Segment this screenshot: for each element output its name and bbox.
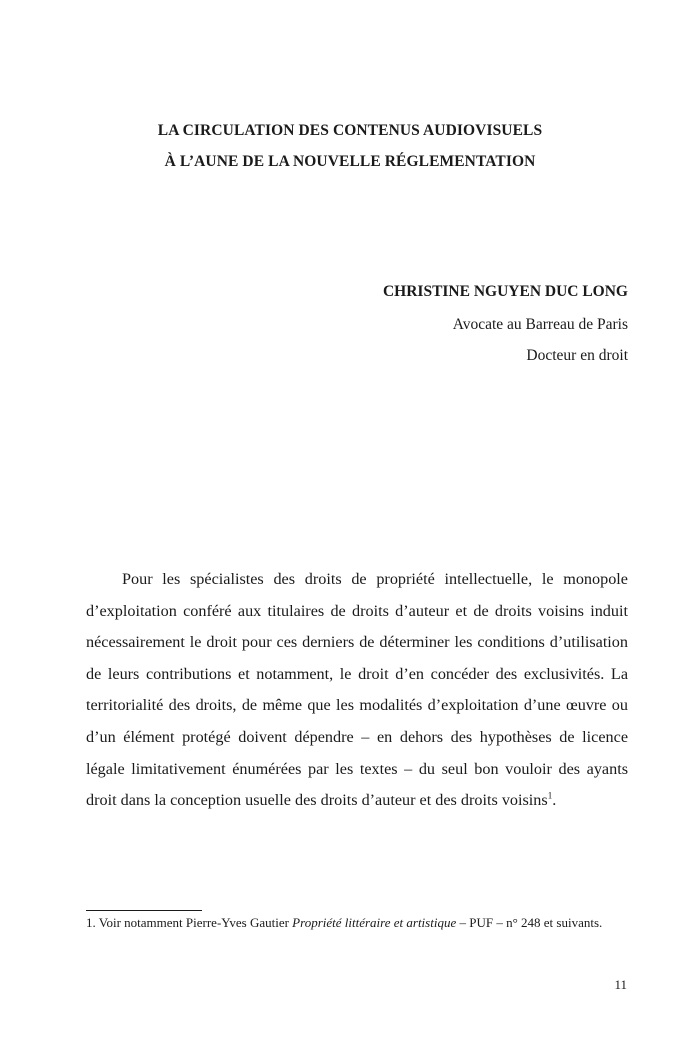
footnote-reference[interactable]: 1	[547, 790, 553, 801]
title-line-1: LA CIRCULATION DES CONTENUS AUDIOVISUELS	[157, 122, 543, 139]
author-role: Avocate au Barreau de Paris	[452, 316, 628, 333]
body-paragraph-end: .	[552, 791, 557, 810]
body-paragraph-text: Pour les spécialistes des droits de propriété intellectuelle, le monopole d’exploitation conféré aux titulaires de droits d’auteur et de droits voisins induit nécessairement le droit pour ces derniers de déterminer les conditions d’utilisation de leurs contributions et notamment, le droit d’en concéder des exclusivités. La territorialité des droits, de même que les modalités d’exploitation d’une œuvre ou d’un élément protégé doivent dépendre – en dehors des hypothèses de licence légale limitativement énumérées par les textes – du seul bon vouloir des ayants droit dans la conception usuelle des droits d’auteur et des droits voisins	[86, 570, 628, 810]
footnote-number: 1.	[86, 915, 96, 930]
author-name: CHRISTINE NGUYEN DUC LONG	[382, 283, 628, 300]
footnote-text-before: Voir notamment Pierre-Yves Gautier	[95, 915, 293, 930]
footnote-separator	[86, 910, 202, 911]
title-line-2: À L’AUNE DE LA NOUVELLE RÉGLEMENTATION	[164, 153, 536, 170]
author-degree: Docteur en droit	[526, 347, 628, 364]
footnote-text-after: – PUF – n° 248 et suivants.	[456, 915, 603, 930]
footnote	[86, 914, 628, 931]
body-paragraph	[86, 564, 628, 817]
footnote-italic-title: Propriété littéraire et artistique	[292, 915, 457, 930]
page-number: 11	[614, 977, 627, 992]
